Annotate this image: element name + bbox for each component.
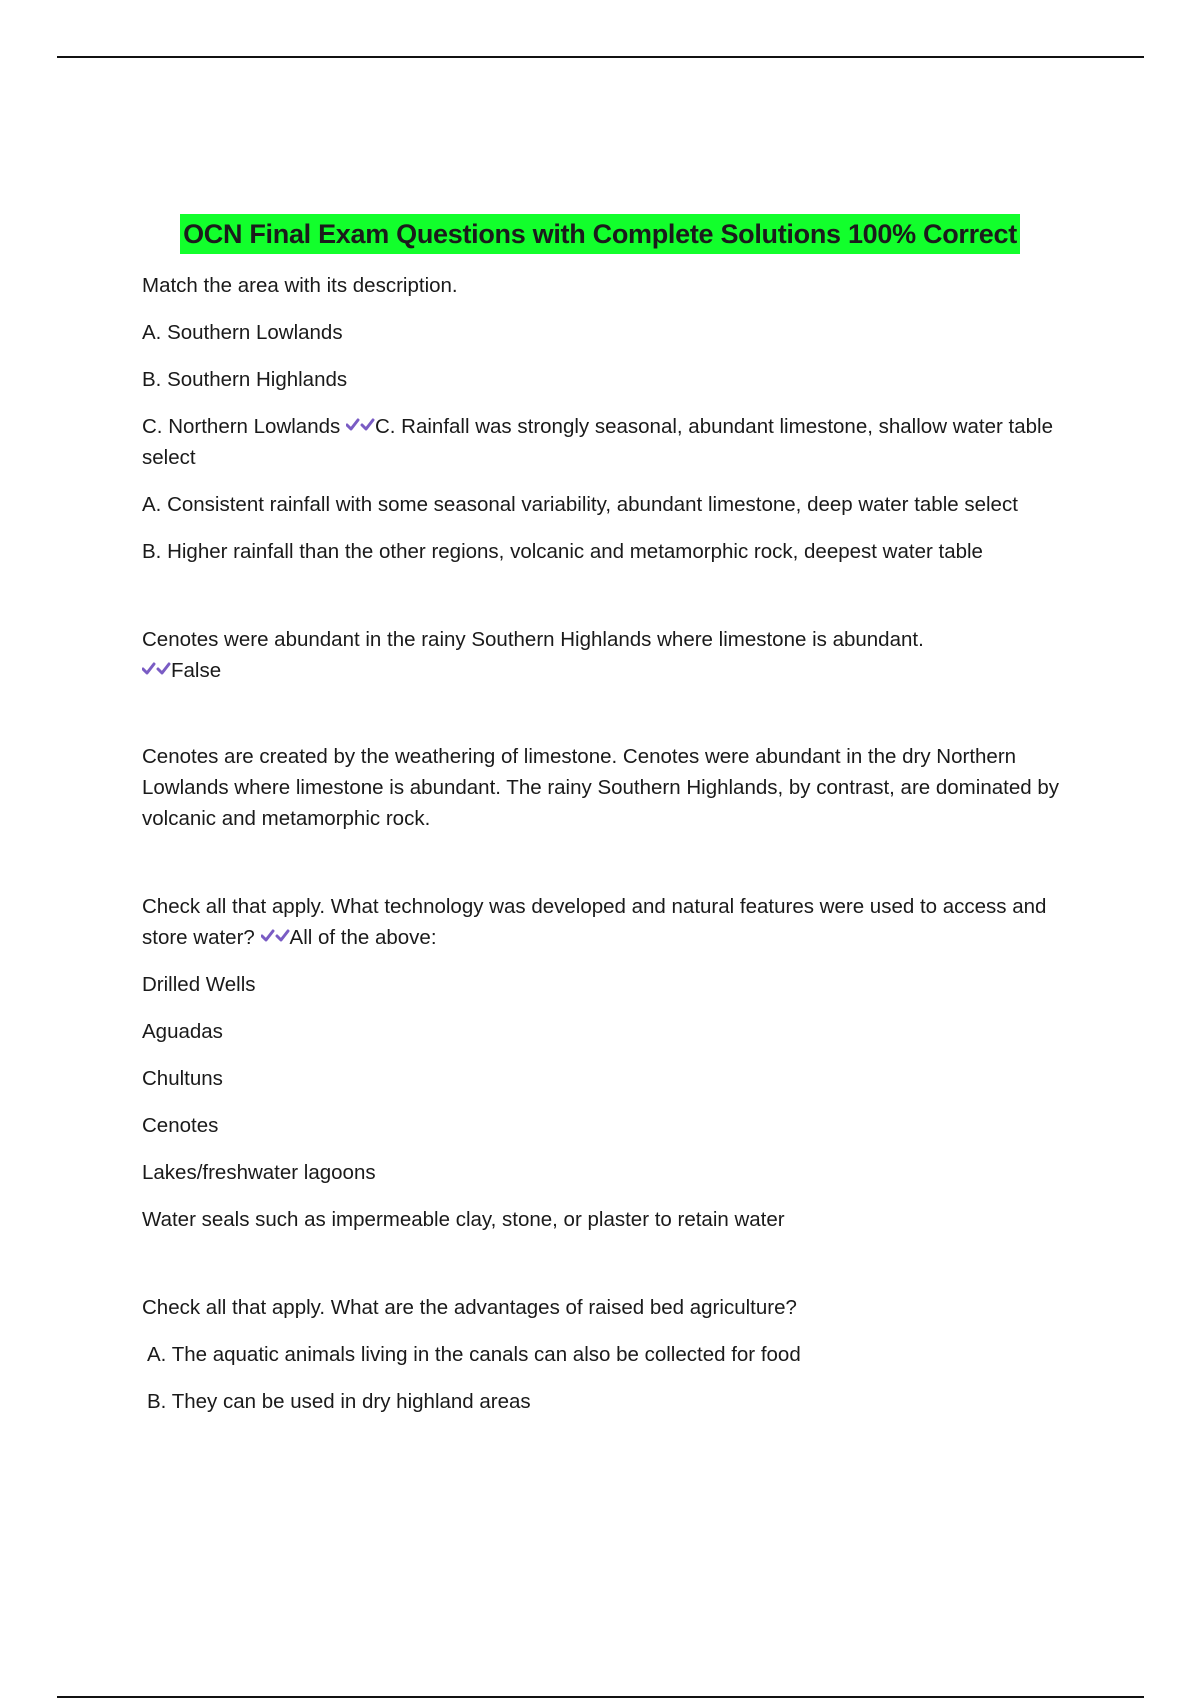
question-1-answer-a: A. Consistent rainfall with some seasonal variability, abundant limestone, deep water table select: [142, 493, 1018, 516]
question-1-option-a: A. Southern Lowlands: [142, 321, 343, 344]
question-2-block: [142, 624, 1062, 686]
question-1-option-c-answer: [142, 411, 1062, 473]
question-1-option-c: C. Northern Lowlands: [142, 415, 341, 438]
top-rule: [57, 56, 1144, 58]
question-3-answer: All of the above:: [289, 926, 437, 949]
question-4-option-a: A. The aquatic animals living in the canals can also be collected for food: [147, 1343, 801, 1366]
document-title: OCN Final Exam Questions with Complete Solutions 100% Correct: [180, 214, 1020, 254]
question-2-explanation: Cenotes are created by the weathering of limestone. Cenotes were abundant in the dry Northern Lowlands where limestone is abundant. The rainy Southern Highlands, by contrast, are dominated by volcanic and metamorphic rock.: [142, 745, 1059, 830]
question-2-answer: False: [171, 659, 222, 682]
question-3-item: Water seals such as impermeable clay, stone, or plaster to retain water: [142, 1208, 785, 1231]
question-1-option-b: B. Southern Highlands: [142, 368, 348, 391]
question-3-prompt: Check all that apply. What technology was developed and natural features were used to access and store water?: [142, 895, 1047, 949]
question-3-item: Aguadas: [142, 1020, 223, 1043]
question-3-item: Chultuns: [142, 1067, 223, 1090]
question-3-item: Drilled Wells: [142, 973, 256, 996]
question-4-option-b: B. They can be used in dry highland areas: [147, 1390, 531, 1413]
question-1-answer-c: C. Rainfall was strongly seasonal, abundant limestone, shallow water table select: [142, 415, 1053, 469]
question-2-prompt: Cenotes were abundant in the rainy Southern Highlands where limestone is abundant.: [142, 628, 924, 651]
double-checkmark-icon: [142, 658, 171, 680]
question-1-answer-b: B. Higher rainfall than the other regions, volcanic and metamorphic rock, deepest water table: [142, 540, 983, 563]
double-checkmark-icon: [261, 925, 290, 947]
question-3-item: Cenotes: [142, 1114, 219, 1137]
double-checkmark-icon: [346, 414, 375, 436]
document-body: [142, 270, 1062, 1433]
question-3-block: [142, 891, 1062, 953]
question-3-item: Lakes/freshwater lagoons: [142, 1161, 376, 1184]
title-container: [0, 214, 1200, 254]
question-4-prompt: Check all that apply. What are the advantages of raised bed agriculture?: [142, 1296, 797, 1319]
bottom-rule: [57, 1696, 1144, 1698]
question-1-prompt: Match the area with its description.: [142, 274, 458, 297]
